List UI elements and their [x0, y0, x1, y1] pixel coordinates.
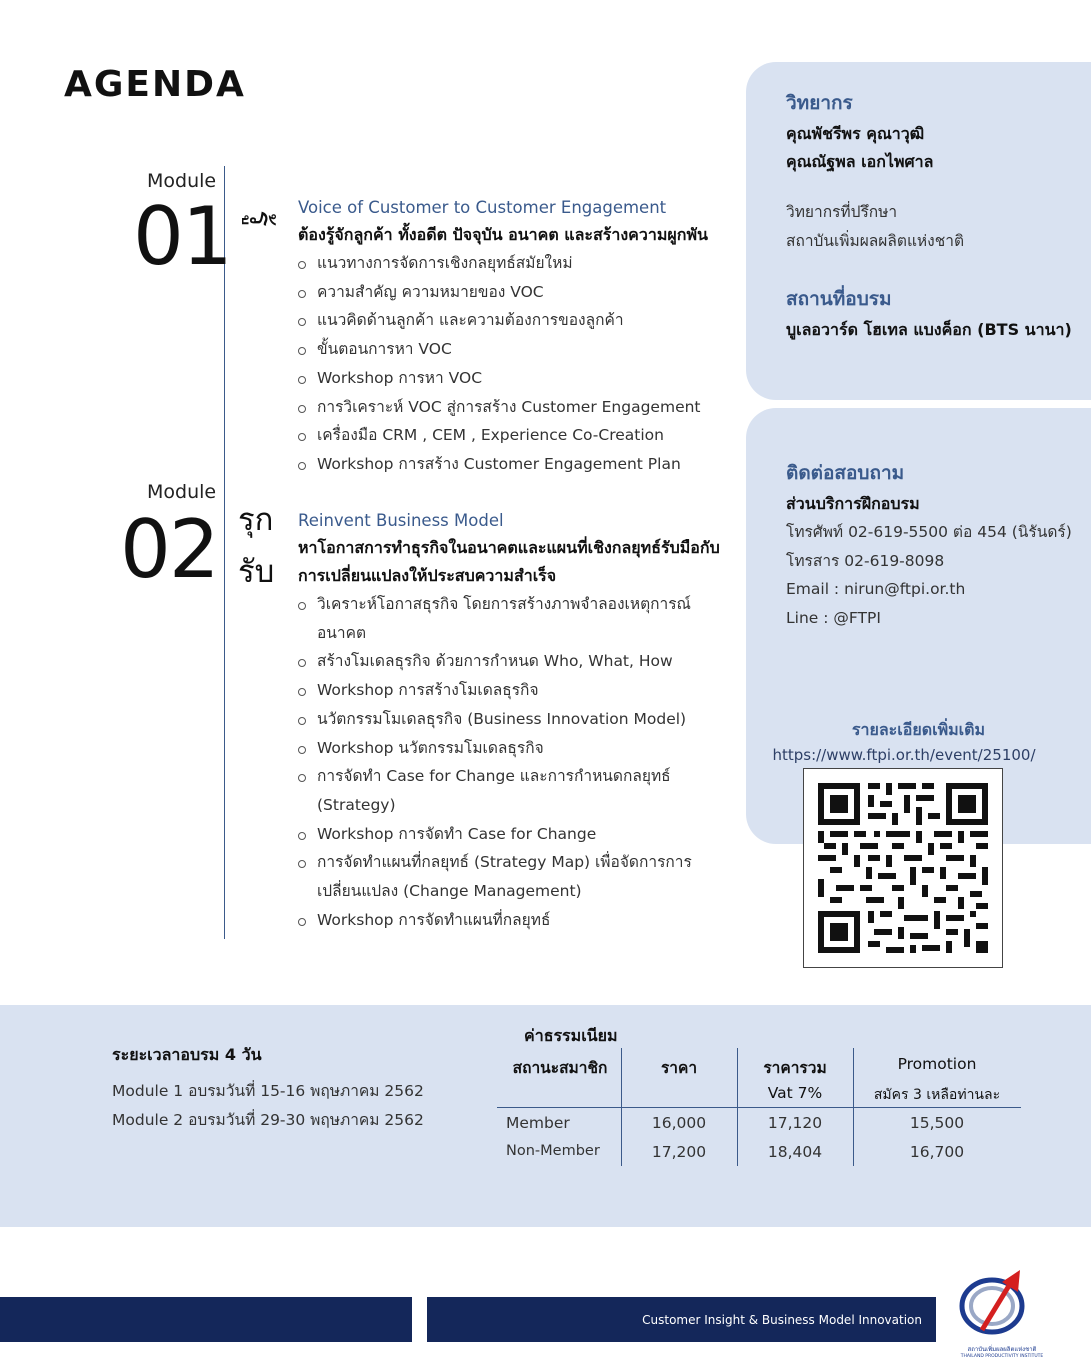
- fee-row-nonmember-promo: 16,700: [909, 1143, 965, 1161]
- footer-bar-right: [427, 1297, 936, 1342]
- module-1-number: 01: [133, 190, 231, 283]
- bullet-icon: [298, 602, 306, 610]
- bullet-icon: [298, 688, 306, 696]
- module-2-content: [298, 511, 738, 934]
- module-2-subtitle-1: หาโอกาสการทำธุรกิจในอนาคตและแผนที่เชิงกลยุทธ์รับมือกับ: [298, 538, 720, 557]
- more-info-url[interactable]: https://www.ftpi.or.th/event/25100/: [772, 746, 1036, 764]
- list-item: แนวทางการจัดการเชิงกลยุทธ์สมัยใหม่: [298, 249, 738, 278]
- fee-col-promo: Promotion: [897, 1055, 977, 1073]
- bullet-icon: [298, 918, 306, 926]
- list-item: การจัดทำแผนที่กลยุทธ์ (Strategy Map) เพื่อจัดการการ เปลี่ยนแปลง (Change Management): [298, 848, 738, 905]
- list-item: สร้างโมเดลธุรกิจ ด้วยการกำหนด Who, What, How: [298, 647, 738, 676]
- contact-department: ส่วนบริการฝึกอบรม: [786, 494, 920, 513]
- bullet-icon: [298, 659, 306, 667]
- speakers-section: [786, 88, 1086, 255]
- list-item: แนวคิดด้านลูกค้า และความต้องการของลูกค้า: [298, 306, 738, 335]
- list-item: การจัดทำ Case for Change และการกำหนดกลยุทธ์ (Strategy): [298, 762, 738, 819]
- contact-section: [786, 458, 1086, 632]
- speaker-role-2: สถาบันเพิ่มผลผลิตแห่งชาติ: [786, 231, 965, 250]
- contact-fax: โทรสาร 02-619-8098: [786, 551, 945, 570]
- list-item: Workshop นวัตกรรมโมเดลธุรกิจ: [298, 734, 738, 763]
- fee-row-nonmember-status: Non-Member: [506, 1143, 600, 1159]
- fee-col-total: ราคารวม: [763, 1059, 827, 1077]
- speaker-role-1: วิทยากรที่ปรึกษา: [786, 203, 898, 221]
- list-item: วิเคราะห์โอกาสธุรกิจ โดยการสร้างภาพจำลองเหตุการณ์ อนาคต: [298, 590, 738, 647]
- list-item: Workshop การหา VOC: [298, 364, 738, 393]
- list-item: Workshop การสร้างโมเดลธุรกิจ: [298, 676, 738, 705]
- module-2-thai-word-2: รับ: [238, 554, 275, 590]
- speaker-name: คุณณัฐพล เอกไพศาล: [786, 152, 934, 171]
- fee-row-nonmember-total: 18,404: [767, 1143, 823, 1161]
- speakers-heading: วิทยากร: [786, 92, 853, 114]
- venue-section: [786, 284, 1086, 344]
- module-1-subtitle: ต้องรู้จักลูกค้า ทั้งอดีต ปัจจุบัน อนาคต และสร้างความผูกพัน: [298, 225, 708, 244]
- list-item: เครื่องมือ CRM , CEM , Experience Co-Creation: [298, 421, 738, 450]
- module-2-list: [298, 590, 738, 934]
- module-2-label: Module: [147, 481, 217, 503]
- bullet-icon: [298, 261, 306, 269]
- contact-heading: ติดต่อสอบถาม: [786, 462, 905, 484]
- speaker-name: คุณพัชรีพร คุณาวุฒิ: [786, 124, 925, 143]
- list-item: การวิเคราะห์ VOC สู่การสร้าง Customer Engagement: [298, 393, 738, 422]
- fee-col-total-vat: Vat 7%: [767, 1084, 823, 1102]
- fee-heading: ค่าธรรมเนียม: [524, 1026, 618, 1045]
- ftpi-logo: [952, 1264, 1052, 1359]
- fee-col-price: ราคา: [660, 1059, 698, 1077]
- fee-row-member-status: Member: [506, 1114, 570, 1132]
- logo-caption: สถาบันเพิ่มผลผลิตแห่งชาติ: [967, 1346, 1037, 1353]
- list-item: Workshop การจัดทำ Case for Change: [298, 820, 738, 849]
- list-item: Workshop การจัดทำแผนที่กลยุทธ์: [298, 906, 738, 935]
- contact-email: Email : nirun@ftpi.or.th: [786, 580, 966, 598]
- fee-col-promo-note: สมัคร 3 เหลือท่านละ: [873, 1087, 1001, 1103]
- qr-code-icon: [804, 769, 1002, 967]
- fee-row-member-price: 16,000: [651, 1114, 707, 1132]
- footer-bar-left: [0, 1297, 412, 1342]
- module-1-content: [298, 198, 738, 479]
- module-1-label: Module: [147, 170, 217, 192]
- bullet-icon: [298, 774, 306, 782]
- fee-row-member-promo: 15,500: [909, 1114, 965, 1132]
- module-2-thai-word-1: รุก: [238, 502, 274, 538]
- fee-row-nonmember-price: 17,200: [651, 1143, 707, 1161]
- contact-line: Line : @FTPI: [786, 608, 881, 627]
- bullet-icon: [298, 376, 306, 384]
- bullet-icon: [298, 860, 306, 868]
- ftpi-logo-icon: [952, 1264, 1052, 1342]
- module-2-title: Reinvent Business Model: [298, 511, 504, 530]
- page-title: AGENDA: [64, 64, 246, 105]
- list-item: ขั้นตอนการหา VOC: [298, 335, 738, 364]
- bullet-icon: [298, 746, 306, 754]
- fee-header-rule: [497, 1107, 1021, 1108]
- list-item: Workshop การสร้าง Customer Engagement Plan: [298, 450, 738, 479]
- bullet-icon: [298, 318, 306, 326]
- qr-code[interactable]: [803, 768, 1003, 968]
- bullet-icon: [298, 433, 306, 441]
- duration-module-1: Module 1 อบรมวันที่ 15-16 พฤษภาคม 2562: [112, 1082, 424, 1100]
- bullet-icon: [298, 347, 306, 355]
- venue-heading: สถานที่อบรม: [786, 288, 892, 310]
- list-item: ความสำคัญ ความหมายของ VOC: [298, 278, 738, 307]
- module-1-list: [298, 249, 738, 479]
- bullet-icon: [298, 290, 306, 298]
- module-2-number: 02: [120, 503, 218, 596]
- contact-phone: โทรศัพท์ 02-619-5500 ต่อ 454 (นิรันดร์): [786, 523, 1072, 541]
- duration-heading: ระยะเวลาอบรม 4 วัน: [112, 1045, 262, 1064]
- module-2-subtitle-2: การเปลี่ยนแปลงให้ประสบความสำเร็จ: [298, 566, 557, 585]
- module-1-thai-word: รู้: [242, 210, 278, 227]
- logo-caption-en: THAILAND PRODUCTIVITY INSTITUTE: [960, 1354, 1044, 1359]
- more-info-title: รายละเอียดเพิ่มเติม: [851, 720, 986, 739]
- duration-module-2: Module 2 อบรมวันที่ 29-30 พฤษภาคม 2562: [112, 1111, 424, 1129]
- bullet-icon: [298, 717, 306, 725]
- fee-row-member-total: 17,120: [767, 1114, 823, 1132]
- module-1-title: Voice of Customer to Customer Engagement: [298, 198, 667, 217]
- venue-name: บูเลอวาร์ด โฮเทล แบงค็อก (BTS นานา): [786, 320, 1072, 339]
- list-item: นวัตกรรมโมเดลธุรกิจ (Business Innovation Model): [298, 705, 738, 734]
- bullet-icon: [298, 405, 306, 413]
- bullet-icon: [298, 832, 306, 840]
- bullet-icon: [298, 462, 306, 470]
- footer-text: Customer Insight & Business Model Innovation: [642, 1313, 922, 1327]
- fee-col-status: สถานะสมาชิก: [512, 1059, 608, 1077]
